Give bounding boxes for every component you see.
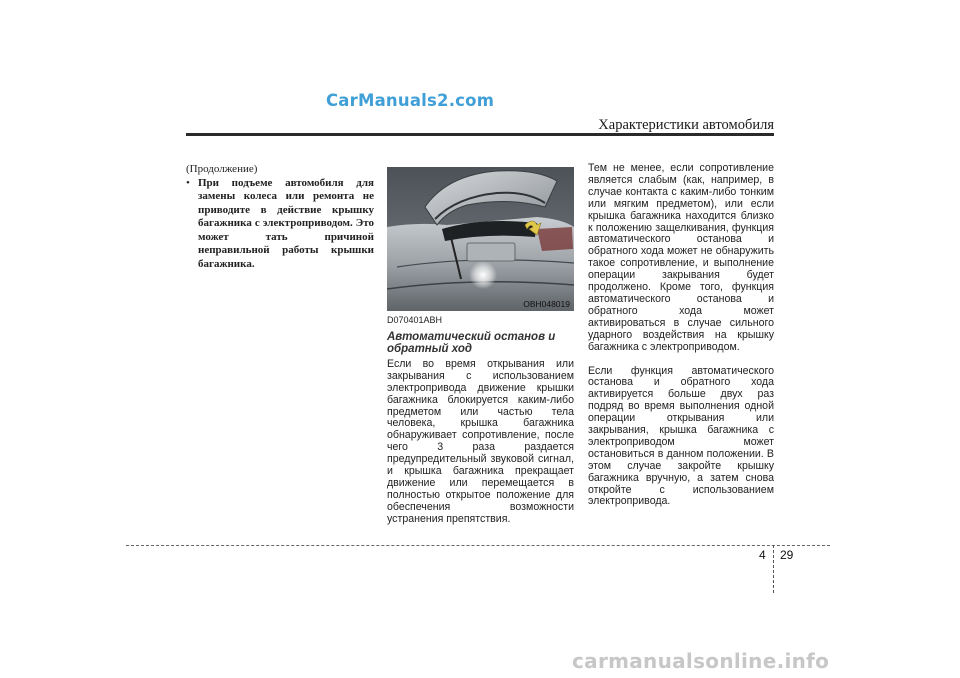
paragraph: Если во время открывания или закрывания с использованием электропривода движение крышки багажника блокируется каким-либо предметом или частью тела человека, крышка багажника обнаруживает сопротивление, после чего 3 раза раздается предупредительный звуковой сигнал, и крышка багажника прекращает движение или перемещается в полностью открытое положение для обеспечения возможности устранения препятствия.: [387, 357, 574, 525]
watermark-bottom[interactable]: carmanualsonline.info: [572, 649, 830, 673]
column-1: [186, 163, 374, 271]
watermark-logo[interactable]: CarManuals2.com: [326, 91, 495, 110]
bullet-mark: •: [186, 176, 190, 189]
paragraph: Если функция автоматического останова и обратного хода активируется больше двух раз подряд во время выполнения одной операции открывания или закрывания, крышка багажника с электроприводом может остановиться в данном положении. В этом случае закройте крышку багажника вручную, а затем снова откройте с использованием электропривода.: [588, 364, 774, 508]
page-divider: [773, 545, 774, 593]
paragraph: Тем не менее, если сопротивление является слабым (как, например, в случае контакта с каким-либо тонким или мягким предметом), или если крышка багажника находится близко к положению защелкивания, функция автоматического останова и обратного хода может не обнаружить такое сопротивление, и выполнение операции закрывания будет продолжено. Кроме того, функция автоматического останова и обратного хода может активироваться в случае сильного ударного воздействия на крышку багажника с электроприводом.: [588, 162, 774, 353]
column-3: [588, 163, 774, 508]
warning-bullet: [186, 177, 374, 272]
document-code: D070401ABH: [387, 315, 443, 325]
trunk-lid-photo: [387, 167, 574, 311]
continued-label: (Продолжение): [186, 163, 258, 175]
figure-code: OBH048019: [523, 299, 570, 309]
section-title: Характеристики автомобиля: [598, 117, 774, 133]
page-number: 29: [780, 548, 794, 562]
footer-rule: [126, 545, 830, 546]
bullet-text: При подъеме автомобиля для замены колеса или ремонта не приводите в действие крышку багажника с электроприводом. Это может тать причиной неправильной работы крышки багажника.: [198, 176, 374, 270]
subheading: Автоматический останов и обратный ход: [387, 330, 556, 356]
column-2: [387, 315, 574, 526]
car-trunk-illustration: [387, 167, 574, 311]
section-number: 4: [759, 548, 766, 562]
header-rule: [186, 133, 774, 136]
